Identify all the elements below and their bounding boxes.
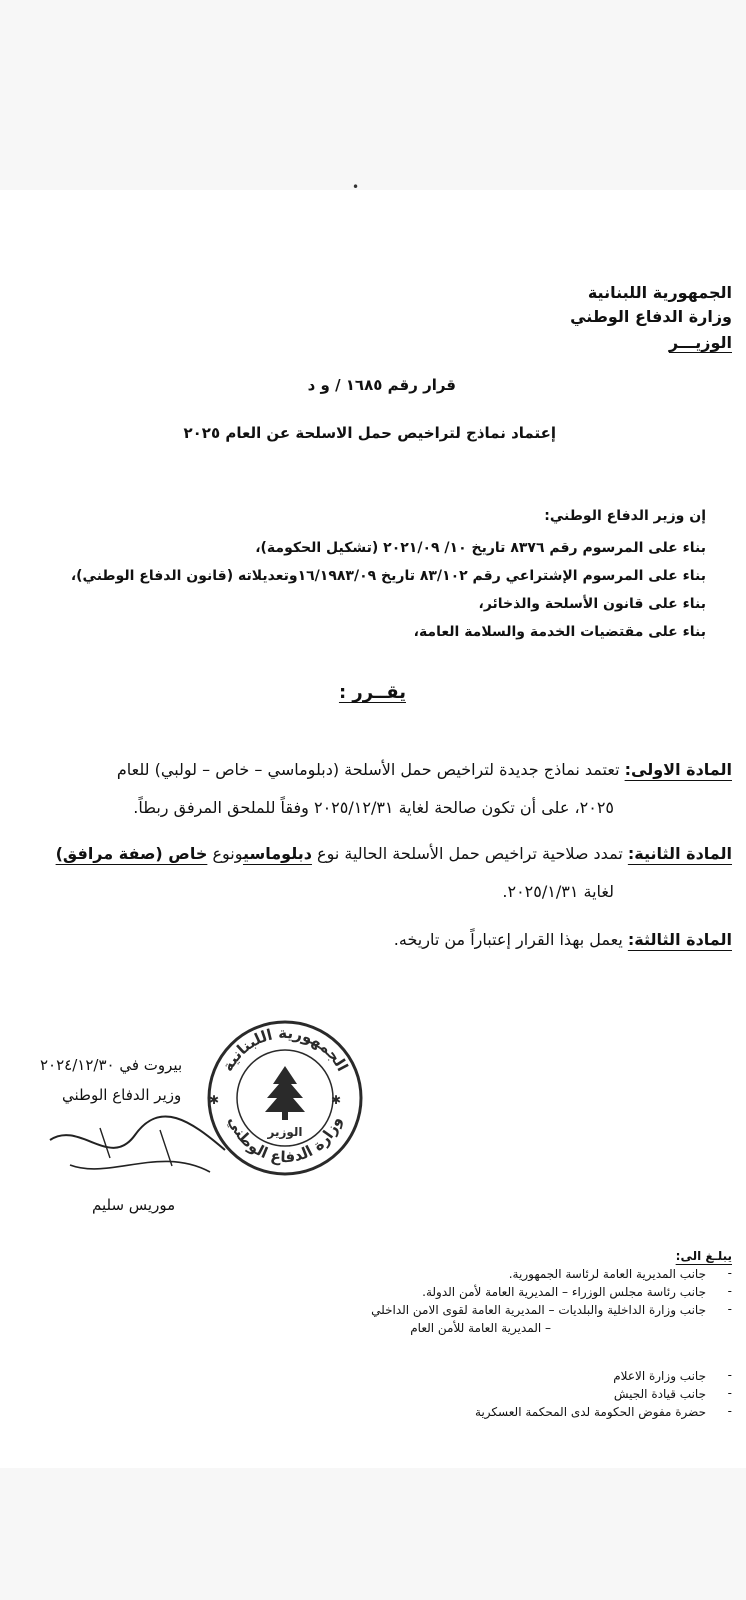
list-bullet: -	[727, 1266, 732, 1280]
distribution-item: جانب وزارة الداخلية والبلديات – المديرية العامة لقوى الامن الداخلي	[371, 1303, 706, 1317]
distribution-item: حضرة مفوض الحكومة لدى المحكمة العسكرية	[475, 1405, 706, 1419]
document-page	[0, 180, 746, 1468]
preamble-intro: إن وزير الدفاع الوطني:	[544, 508, 706, 524]
distribution-item: جانب المديرية العامة لرئاسة الجمهورية.	[508, 1267, 706, 1281]
article-2-diplomatic: دبلوماسي	[242, 844, 312, 863]
header-minister: الوزيـــر	[668, 333, 732, 352]
preamble-item: بناء على قانون الأسلحة والذخائر،	[478, 596, 706, 612]
article-2-line-2: لغاية ٢٠٢٥/١/٣١.	[502, 882, 614, 901]
article-3-text: يعمل بهذا القرار إعتباراً من تاريخه.	[393, 930, 623, 949]
article-2-line-1	[56, 842, 732, 866]
distribution-title: يبلـغ الى:	[675, 1249, 732, 1263]
article-3-line-1	[394, 928, 732, 952]
preamble-item: بناء على المرسوم الإشتراعي رقم ٨٣/١٠٢ تاريخ ١٦/١٩٨٣/٠٩وتعديلاته (قانون الدفاع الوطني)،	[70, 568, 706, 584]
article-2-text-c: ونوع	[212, 844, 243, 863]
list-bullet: -	[727, 1386, 732, 1400]
list-bullet: -	[727, 1284, 732, 1298]
seal-bottom-text: وزارة الدفاع الوطني	[224, 1113, 346, 1167]
header-republic: الجمهورية اللبنانية	[587, 283, 732, 302]
article-1-label: المادة الاولى:	[624, 760, 732, 779]
svg-text:وزارة الدفاع الوطني	[225, 1114, 345, 1167]
article-2-text-a: تمدد صلاحية تراخيص حمل الأسلحة الحالية نوع	[317, 844, 623, 863]
distribution-item: جانب وزارة الاعلام	[613, 1369, 706, 1383]
preamble-item: بناء على المرسوم رقم ٨٣٧٦ تاريخ ١٠/ ٢٠٢١/٠٩ (تشكيل الحكومة)،	[255, 540, 706, 556]
distribution-item: جانب قيادة الجيش	[613, 1387, 706, 1401]
article-2-special: خاص (صفة مرافق)	[55, 844, 208, 863]
bottom-margin	[0, 1468, 746, 1600]
official-seal	[205, 1018, 365, 1178]
scan-mark: •	[352, 180, 360, 194]
seal-star-icon: ✱	[330, 1093, 341, 1107]
article-1-line-2: ٢٠٢٥، على أن تكون صالحة لغاية ٢٠٢٥/١٢/٣١ وفقاً للملحق المرفق ربطاً.	[133, 798, 614, 817]
distribution-item: جانب رئاسة مجلس الوزراء – المديرية العامة لأمن الدولة.	[422, 1285, 706, 1299]
article-1-line-1	[117, 758, 732, 782]
seal-star-icon: ✱	[208, 1093, 219, 1107]
signature-name: موريس سليم	[92, 1196, 176, 1214]
article-3-label: المادة الثالثة:	[627, 930, 732, 949]
signature-date: بيروت في ٢٠٢٤/١٢/٣٠	[40, 1056, 183, 1074]
header-ministry: وزارة الدفاع الوطني	[570, 307, 732, 326]
list-bullet: -	[727, 1404, 732, 1418]
list-bullet: -	[727, 1368, 732, 1382]
decides-heading: يقــرر :	[338, 682, 406, 703]
distribution-item: – المديرية العامة للأمن العام	[410, 1321, 551, 1335]
signature-role: وزير الدفاع الوطني	[62, 1086, 182, 1104]
article-1-text: تعتمد نماذج جديدة لتراخيص حمل الأسلحة (دبلوماسي – خاص – لولبي) للعام	[116, 760, 620, 779]
cedar-icon	[265, 1066, 305, 1120]
seal-top-text: الجمهورية اللبنانية	[218, 1023, 352, 1075]
top-margin	[0, 0, 746, 190]
list-bullet: -	[727, 1302, 732, 1316]
decision-number: قرار رقم ١٦٨٥ / و د	[307, 376, 456, 394]
preamble-item: بناء على مقتضيات الخدمة والسلامة العامة،	[413, 624, 706, 640]
decision-title: إعتماد نماذج لتراخيص حمل الاسلحة عن العام ٢٠٢٥	[183, 424, 556, 442]
article-2-label: المادة الثانية:	[627, 844, 732, 863]
seal-center-text: الوزير	[267, 1125, 303, 1139]
